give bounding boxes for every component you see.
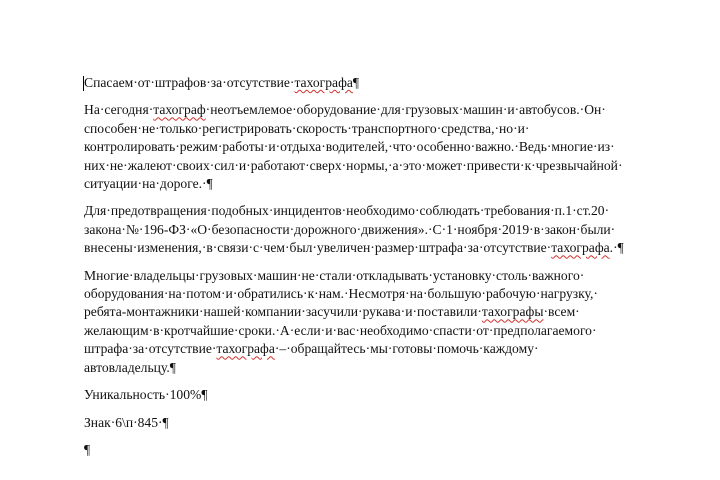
text-run: контролировать·режим·работы·и·отдыха·водителей,·что·особенно·важно.·Ведь·многие·из· [84, 139, 615, 155]
text-line [84, 414, 689, 432]
text-line [84, 359, 689, 377]
text-run: Спасаем·от·штрафов·за·отсутствие· [84, 75, 295, 90]
text-run: Для·предотвращения·подобных·инцидентов·необходимо·соблюдать·требования·п.1·ст.20· [84, 203, 610, 219]
misspelled-word: тахографа [551, 240, 610, 256]
text-run: автовладельцу.¶ [84, 359, 176, 375]
text-line [84, 120, 689, 138]
text-line [84, 322, 689, 340]
text-run: На·сегодня· [84, 102, 154, 118]
text-line [84, 74, 689, 92]
paragraph[interactable] [84, 202, 689, 257]
text-run: ¶ [352, 75, 360, 90]
text-line [84, 239, 689, 257]
text-line [84, 138, 689, 156]
text-run: штрафа·за·отсутствие· [84, 341, 217, 357]
text-run: ситуации·на·дороге.·¶ [84, 176, 213, 192]
paragraph[interactable] [84, 414, 689, 432]
text-line [84, 267, 689, 285]
text-run: них·не·жалеют·своих·сил·и·работают·сверх·нормы,·а·это·может·привести·к·чрезвычайной· [84, 157, 623, 173]
misspelled-word: тахографа [216, 341, 275, 357]
document-body[interactable] [84, 74, 689, 468]
text-line [84, 101, 689, 119]
paragraph[interactable] [84, 74, 689, 92]
text-line [84, 175, 689, 193]
text-line [84, 386, 689, 404]
text-run: Многие·владельцы·грузовых·машин·не·стали·откладывать·установку·столь·важного· [84, 267, 585, 283]
misspelled-word: тахографы [481, 304, 544, 320]
paragraph[interactable] [84, 386, 689, 404]
text-run: Уникальность·100%¶ [84, 387, 208, 403]
text-run: ·всем· [543, 304, 580, 320]
text-run: ·–·обращайтесь·мы·готовы·помочь·каждому· [274, 341, 539, 357]
paragraph[interactable] [84, 101, 689, 193]
text-run: ребята-монтажники·нашей·компании·засучили·рукава·и·поставили· [84, 304, 482, 320]
text-line [84, 340, 689, 358]
text-run: закона·№·196-ФЗ·«О·безопасности·дорожного·движения».·С·1·ноября·2019·в·закон·были· [84, 221, 616, 237]
text-line [84, 202, 689, 220]
text-run: .·¶ [609, 240, 624, 256]
misspelled-word: тахографа [294, 75, 353, 90]
paragraph[interactable] [84, 267, 689, 377]
text-run: ·неотъемлемое·оборудование·для·грузовых·машин·и·автобусов.·Он· [205, 102, 606, 118]
text-line [84, 285, 689, 303]
text-run: оборудования·на·потом·и·обратились·к·нам.·Несмотря·на·большую·рабочую·нагрузку,· [84, 286, 598, 302]
text-line [84, 441, 689, 459]
paragraph[interactable] [84, 441, 689, 459]
text-line [84, 303, 689, 321]
text-run: желающим·в·кротчайшие·сроки.·А·если·и·вас·необходимо·спасти·от·предполагаемого· [84, 322, 597, 338]
misspelled-word: тахограф [153, 102, 206, 118]
text-line [84, 157, 689, 175]
text-line [84, 221, 689, 239]
text-run: ¶ [84, 441, 91, 457]
text-run: внесены·изменения,·в·связи·с·чем·был·увеличен·размер·штрафа·за·отсутствие· [84, 240, 552, 256]
text-run: способен·не·только·регистрировать·скорость·транспортного·средства,·но·и· [84, 120, 530, 136]
text-run: Знак·6\п·845·¶ [84, 414, 169, 430]
